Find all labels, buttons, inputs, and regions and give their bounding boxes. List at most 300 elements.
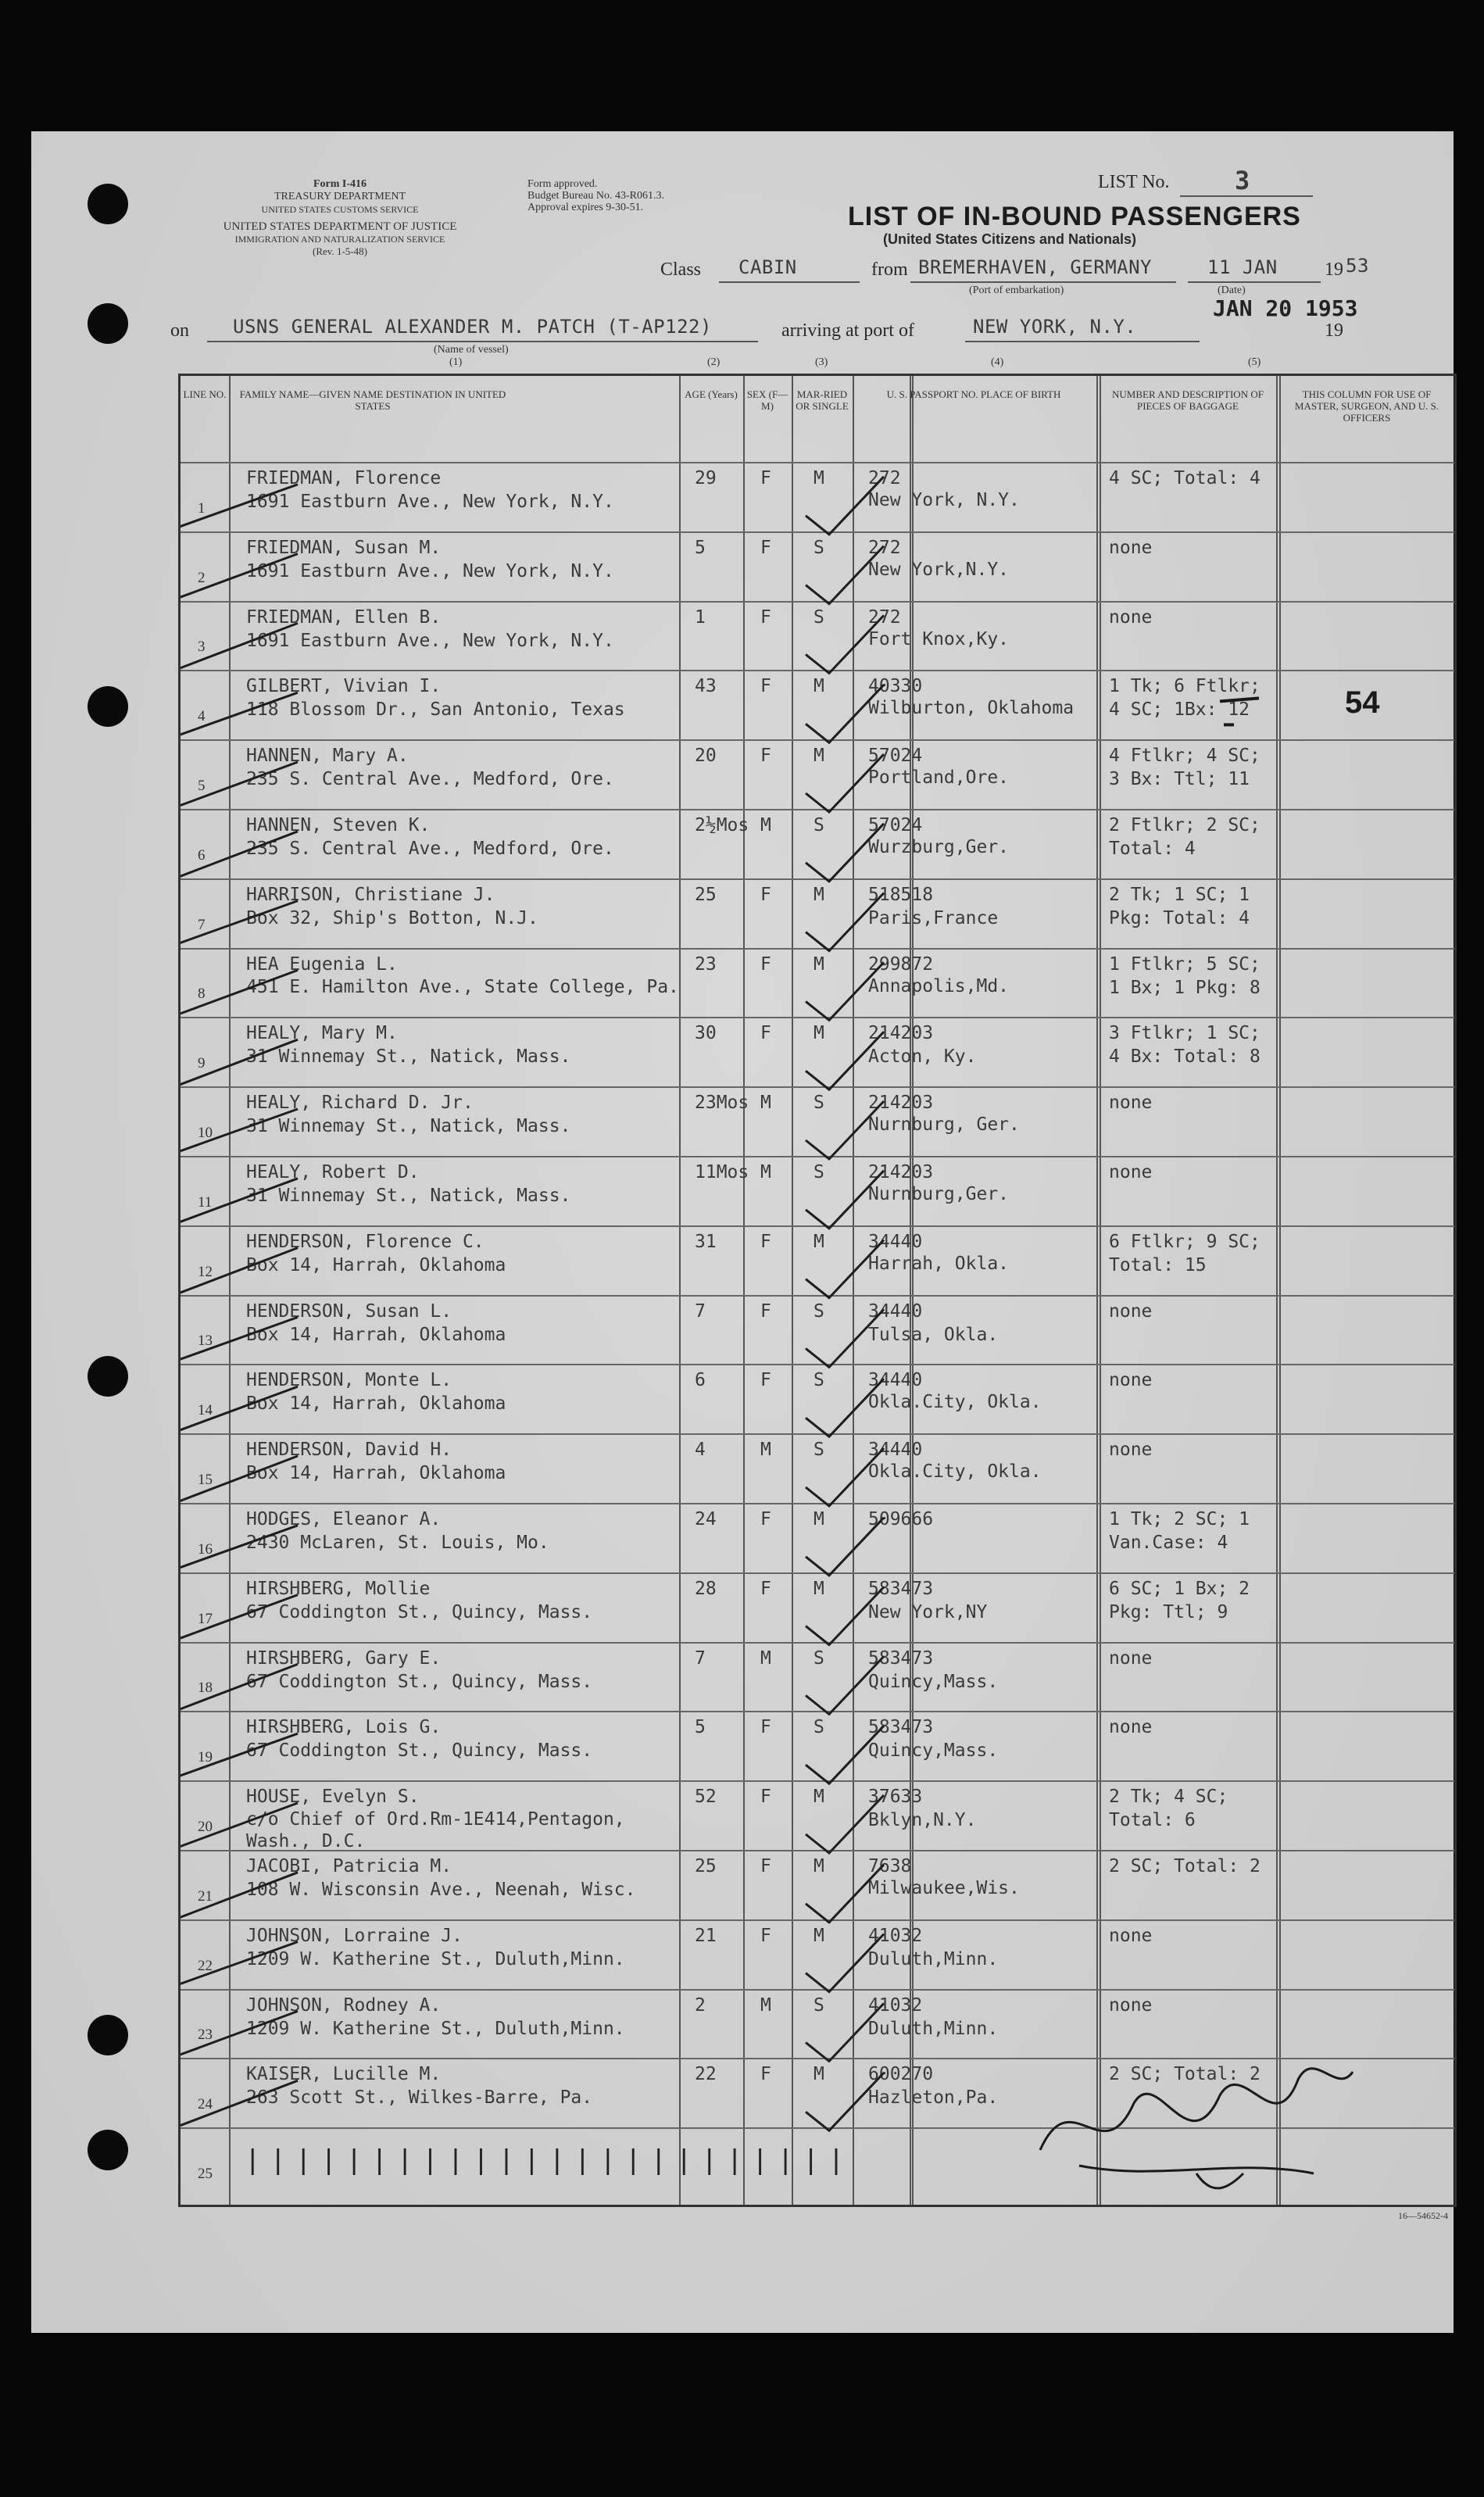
status-check-mark [806, 685, 884, 742]
place-of-birth: Paris,France [868, 907, 999, 928]
place-of-birth: Duluth,Minn. [868, 2018, 999, 2039]
status-check-mark [806, 477, 884, 535]
passenger-name: KAISER, Lucille M. [246, 2064, 442, 2085]
passenger-destination: 31 Winnemay St., Natick, Mass. [246, 1186, 571, 1206]
baggage-description: 1 Tk; 6 Ftlkr; [1109, 676, 1261, 697]
check-stroke [181, 970, 298, 1023]
passenger-name: JOHNSON, Rodney A. [246, 1994, 442, 2016]
passenger-age: 11Mos [695, 1162, 749, 1182]
passenger-age: 2½Mos [695, 815, 749, 835]
marital-status: M [814, 1509, 824, 1529]
col-num: (2) [707, 356, 721, 368]
passenger-age: 22 [695, 2064, 717, 2085]
passenger-age: 43 [695, 676, 717, 697]
line-number: 19 [198, 1749, 213, 1766]
agency-line: TREASURY DEPARTMENT [274, 191, 406, 202]
check-stroke [181, 1733, 298, 1787]
passenger-name: HANNEN, Steven K. [246, 815, 431, 835]
line-number: 3 [198, 639, 206, 656]
passenger-destination: 1209 W. Katherine St., Duluth,Minn. [246, 2018, 625, 2039]
baggage-description: none [1109, 1925, 1153, 1946]
line-number: 6 [198, 846, 206, 864]
passenger-destination: 451 E. Hamilton Ave., State College, Pa. [246, 976, 679, 997]
passport-number: 41032 [868, 1994, 923, 2016]
place-of-birth: Milwaukee,Wis. [868, 1878, 1020, 1898]
place-of-birth: Nurnburg,Ger. [868, 1184, 1010, 1204]
place-of-birth: Tulsa, Okla. [868, 1324, 999, 1345]
passport-number: 272 [868, 606, 901, 628]
passenger-destination: 1691 Eastburn Ave., New York, N.Y. [246, 560, 614, 581]
baggage-description: 2 SC; Total: 2 [1109, 2064, 1261, 2085]
check-stroke [181, 554, 298, 607]
passenger-destination: 1209 W. Katherine St., Duluth,Minn. [246, 1948, 625, 1969]
passenger-destination: 67 Coddington St., Quincy, Mass. [246, 1601, 593, 1622]
passenger-destination: 118 Blossom Dr., San Antonio, Texas [246, 699, 625, 721]
baggage-description: 4 Ftlkr; 4 SC; [1109, 746, 1261, 767]
passport-number: 214203 [868, 1162, 934, 1182]
marital-status: M [814, 953, 824, 975]
passport-number: 272 [868, 537, 901, 558]
line-number: 1 [198, 499, 206, 517]
marital-status: M [814, 2064, 824, 2085]
passenger-sex: M [760, 1994, 771, 2016]
status-check-mark [806, 1795, 884, 1853]
agency-line: UNITED STATES DEPARTMENT OF JUSTICE [223, 220, 457, 233]
check-stroke [181, 1873, 298, 1926]
line-number: 17 [198, 1610, 213, 1627]
baggage-description-cont: Pkg: Ttl; 9 [1109, 1601, 1228, 1622]
passenger-sex: F [760, 746, 771, 767]
passport-number: 214203 [868, 1093, 934, 1114]
form-id: Form I-416 [313, 178, 367, 190]
line-number: 22 [198, 1957, 213, 1974]
binder-hole [88, 686, 128, 727]
line-number: 12 [198, 1263, 213, 1280]
line-number: 21 [198, 1887, 213, 1905]
place-of-birth: Portland,Ore. [868, 767, 1010, 789]
passenger-destination: 67 Coddington St., Quincy, Mass. [246, 1740, 593, 1762]
year-prefix: 19 [1325, 259, 1343, 280]
list-no-value: 3 [1235, 166, 1250, 195]
passenger-table [178, 374, 1457, 2221]
passport-number: 34440 [868, 1370, 923, 1391]
passenger-name: JACOBI, Patricia M. [246, 1856, 452, 1876]
arriving-label: arriving at port of [781, 320, 914, 341]
line-number: 25 [198, 2166, 213, 2182]
binder-hole [88, 184, 128, 224]
check-stroke [181, 1039, 298, 1093]
status-check-mark [806, 824, 884, 882]
place-of-birth: New York,N.Y. [868, 559, 1010, 580]
place-of-birth: Wurzburg,Ger. [868, 837, 1010, 857]
check-stroke [181, 1179, 298, 1232]
check-stroke [181, 832, 298, 885]
check-stroke [181, 485, 298, 538]
marital-status: S [814, 1647, 824, 1669]
passenger-name: HEALY, Robert D. [246, 1162, 420, 1182]
line-number: 20 [198, 1819, 213, 1835]
officer-signature [1040, 2069, 1353, 2188]
passenger-age: 28 [695, 1578, 717, 1599]
passenger-age: 4 [695, 1440, 706, 1461]
passenger-name: HENDERSON, Florence C. [246, 1231, 485, 1252]
baggage-description-cont: Total: 15 [1109, 1254, 1207, 1275]
baggage-description: 4 SC; Total: 4 [1109, 468, 1261, 488]
marital-status: M [814, 1231, 824, 1252]
passport-number: 7638 [868, 1856, 912, 1876]
place-of-birth: Hazleton,Pa. [868, 2087, 999, 2109]
marital-status: S [814, 606, 824, 628]
passenger-name: HODGES, Eleanor A. [246, 1509, 442, 1529]
margin-arrow-mark [1220, 698, 1259, 724]
check-stroke [181, 1109, 298, 1162]
baggage-description: 2 Tk; 1 SC; 1 [1109, 884, 1250, 905]
arrival-port-rule [965, 341, 1200, 342]
passenger-destination: 31 Winnemay St., Natick, Mass. [246, 1116, 571, 1137]
form-print-code: 16—54652-4 [1398, 2210, 1448, 2221]
passenger-sex: M [760, 1440, 771, 1461]
arrival-date-stamp: JAN 20 1953 [1213, 295, 1358, 321]
line-number: 4 [198, 708, 206, 725]
passenger-age: 30 [695, 1023, 717, 1044]
marital-status: S [814, 815, 824, 835]
marital-status: M [814, 676, 824, 697]
passenger-age: 24 [695, 1509, 717, 1529]
baggage-description: none [1109, 1162, 1153, 1182]
place-of-birth: Bklyn,N.Y. [868, 1810, 977, 1831]
passenger-sex: F [760, 1787, 771, 1808]
line-number: 23 [198, 2027, 213, 2044]
status-check-mark [806, 1587, 884, 1645]
column-header-officers: THIS COLUMN FOR USE OF MASTER, SURGEON, AND U. S. OFFICERS [1294, 388, 1439, 424]
baggage-description-cont: 1 Bx; 1 Pkg: 8 [1109, 977, 1261, 998]
place-of-birth: Quincy,Mass. [868, 1740, 999, 1762]
line-number: 16 [198, 1540, 213, 1558]
passenger-age: 21 [695, 1925, 717, 1946]
passenger-name: HENDERSON, Monte L. [246, 1370, 452, 1391]
passenger-name: FRIEDMAN, Susan M. [246, 537, 442, 558]
baggage-description: 2 Ftlkr; 2 SC; [1109, 815, 1261, 835]
status-check-mark [806, 1032, 884, 1089]
status-check-mark [806, 1101, 884, 1159]
agency-line: (Rev. 1-5-48) [313, 245, 367, 257]
passenger-destination: 235 S. Central Ave., Medford, Ore. [246, 839, 614, 859]
passenger-sex: F [760, 537, 771, 558]
class-value: CABIN [738, 256, 797, 278]
class-rule [719, 281, 860, 283]
vessel-name: USNS GENERAL ALEXANDER M. PATCH (T-AP122) [233, 316, 712, 338]
check-stroke [181, 2011, 298, 2064]
col-num: (3) [815, 356, 828, 368]
check-stroke [181, 1248, 298, 1301]
status-check-mark [806, 1656, 884, 1714]
status-check-mark [806, 962, 884, 1020]
passenger-sex: F [760, 1717, 771, 1738]
passport-number: 299872 [868, 953, 934, 975]
passenger-name: HIRSHBERG, Gary E. [246, 1647, 442, 1669]
place-of-birth: Nurnburg, Ger. [868, 1114, 1020, 1136]
binder-hole [88, 2015, 128, 2055]
marital-status: M [814, 1023, 824, 1044]
place-of-birth: Duluth,Minn. [868, 1948, 999, 1969]
baggage-description: none [1109, 1093, 1153, 1114]
passenger-destination: 1691 Eastburn Ave., New York, N.Y. [246, 492, 614, 512]
status-check-mark [806, 1448, 884, 1506]
passenger-sex: F [760, 1231, 771, 1252]
passenger-age: 31 [695, 1231, 717, 1252]
from-rule [910, 281, 1176, 283]
check-stroke [181, 1595, 298, 1648]
marital-status: M [814, 1578, 824, 1599]
place-of-birth: Wilburton, Oklahoma [868, 698, 1075, 719]
passenger-sex: F [760, 953, 771, 975]
passenger-name: HIRSHBERG, Mollie [246, 1578, 431, 1599]
status-check-mark [806, 754, 884, 812]
passenger-destination: 108 W. Wisconsin Ave., Neenah, Wisc. [246, 1880, 636, 1900]
passenger-age: 23 [695, 953, 717, 975]
approval-line: Form approved. [527, 178, 598, 190]
passport-number: 518518 [868, 884, 934, 905]
passenger-destination: 31 Winnemay St., Natick, Mass. [246, 1046, 571, 1068]
marital-status: M [814, 746, 824, 767]
passenger-age: 5 [695, 1717, 706, 1738]
marital-status: S [814, 1300, 824, 1322]
passenger-destination: 235 S. Central Ave., Medford, Ore. [246, 769, 614, 790]
from-label: from [871, 259, 908, 280]
status-check-mark [806, 1309, 884, 1367]
line-number: 7 [198, 916, 206, 933]
baggage-description-cont: Total: 6 [1109, 1810, 1196, 1831]
place-of-birth: Quincy,Mass. [868, 1671, 999, 1692]
form-agency-block [164, 178, 516, 258]
check-stroke [181, 623, 298, 676]
marital-status: M [814, 1856, 824, 1876]
status-check-mark [806, 1240, 884, 1298]
passenger-age: 29 [695, 468, 717, 488]
baggage-description: none [1109, 606, 1153, 628]
passenger-destination: Box 14, Harrah, Oklahoma [246, 1254, 506, 1275]
passenger-age: 7 [695, 1647, 706, 1669]
passenger-age: 2 [695, 1994, 706, 2016]
place-of-birth: New York,NY [868, 1601, 988, 1622]
place-of-birth: New York, N.Y. [868, 490, 1020, 510]
passenger-name: HIRSHBERG, Lois G. [246, 1717, 442, 1738]
check-stroke [181, 1942, 298, 1995]
baggage-description: 6 SC; 1 Bx; 2 [1109, 1578, 1250, 1599]
passport-number: 57024 [868, 746, 923, 767]
passenger-destination: 263 Scott St., Wilkes-Barre, Pa. [246, 2087, 593, 2109]
place-of-birth: Okla.City, Okla. [868, 1461, 1042, 1483]
passenger-age: 7 [695, 1300, 706, 1322]
baggage-description: 1 Ftlkr; 5 SC; [1109, 953, 1261, 975]
passenger-sex: M [760, 1647, 771, 1669]
passport-number: 583473 [868, 1578, 934, 1599]
port-caption: (Port of embarkation) [969, 284, 1064, 296]
passport-number: 583473 [868, 1647, 934, 1669]
binder-hole [88, 1356, 128, 1397]
status-check-mark [806, 2073, 884, 2130]
passport-number: 41032 [868, 1925, 923, 1946]
passenger-sex: F [760, 2064, 771, 2085]
passenger-destination: Box 14, Harrah, Oklahoma [246, 1324, 506, 1345]
status-check-mark [806, 893, 884, 951]
place-of-birth: Acton, Ky. [868, 1046, 977, 1068]
baggage-description: none [1109, 1370, 1153, 1391]
vessel-caption: (Name of vessel) [434, 344, 509, 356]
check-stroke [181, 2080, 298, 2134]
page-subtitle: (United States Citizens and Nationals) [883, 231, 1137, 247]
baggage-description: none [1109, 1647, 1153, 1669]
check-stroke [181, 1456, 298, 1509]
passenger-name: FRIEDMAN, Ellen B. [246, 606, 442, 628]
passenger-name: HEA Eugenia L. [246, 953, 398, 975]
marital-status: M [814, 884, 824, 905]
baggage-description-cont: 4 Bx: Total: 8 [1109, 1046, 1261, 1068]
list-no-label: LIST No. [1098, 172, 1170, 192]
passenger-sex: F [760, 606, 771, 628]
line-number: 13 [198, 1333, 213, 1350]
check-stroke [181, 901, 298, 954]
line-number: 24 [198, 2096, 213, 2113]
passport-number: 40330 [868, 676, 923, 697]
baggage-description: none [1109, 1717, 1153, 1738]
marital-status: S [814, 1440, 824, 1461]
on-label: on [170, 320, 189, 341]
passenger-sex: F [760, 1300, 771, 1322]
agency-line: UNITED STATES CUSTOMS SERVICE [261, 204, 419, 215]
binder-hole [88, 2130, 128, 2170]
check-stroke [181, 1317, 298, 1370]
place-of-birth: Annapolis,Md. [868, 975, 1010, 996]
baggage-description: 2 Tk; 4 SC; [1109, 1787, 1228, 1808]
passenger-sex: F [760, 884, 771, 905]
passenger-name: FRIEDMAN, Florence [246, 468, 442, 488]
column-header-name: FAMILY NAME—GIVEN NAME DESTINATION IN UNITED STATES [239, 388, 506, 412]
marital-status: S [814, 537, 824, 558]
marital-status: S [814, 1717, 824, 1738]
col-num: (5) [1248, 356, 1261, 368]
passenger-name: HANNEN, Mary A. [246, 746, 409, 767]
place-of-birth: Okla.City, Okla. [868, 1392, 1042, 1413]
marital-status: M [814, 1787, 824, 1808]
check-stroke [181, 1664, 298, 1717]
col-num: (4) [991, 356, 1004, 368]
passenger-name: HEALY, Mary M. [246, 1023, 398, 1044]
passenger-sex: F [760, 1856, 771, 1876]
column-header-sex: SEX (F—M) [746, 388, 788, 412]
passport-number: 509666 [868, 1509, 934, 1529]
column-header-married: MAR-RIED OR SINGLE [796, 388, 849, 412]
passenger-sex: F [760, 1509, 771, 1529]
passenger-destination: c/o Chief of Ord.Rm-1E414,Pentagon, Wash., D.C. [246, 1809, 625, 1852]
passenger-sex: M [760, 1162, 771, 1182]
check-stroke [181, 1526, 298, 1579]
officer-margin-note: 54 [1345, 685, 1380, 721]
baggage-description-cont: Pkg: Total: 4 [1109, 907, 1250, 928]
line-number: 8 [198, 986, 206, 1003]
passport-number: 37633 [868, 1787, 923, 1808]
passenger-destination: 67 Coddington St., Quincy, Mass. [246, 1671, 593, 1692]
passenger-destination: Box 14, Harrah, Oklahoma [246, 1463, 506, 1484]
year-value: 53 [1346, 255, 1369, 277]
date-rule [1188, 281, 1321, 283]
column-header-baggage: NUMBER AND DESCRIPTION OF PIECES OF BAGGAGE [1112, 388, 1264, 412]
binder-hole [88, 303, 128, 344]
passenger-sex: F [760, 468, 771, 488]
passenger-destination: Box 14, Harrah, Oklahoma [246, 1393, 506, 1415]
passenger-sex: F [760, 676, 771, 697]
col-num: (1) [449, 356, 463, 368]
passport-number: 583473 [868, 1717, 934, 1738]
passenger-name: HOUSE, Evelyn S. [246, 1787, 420, 1808]
passenger-age: 25 [695, 884, 717, 905]
from-value: BREMERHAVEN, GERMANY [918, 256, 1152, 278]
class-label: Class [660, 259, 702, 280]
passenger-name: HENDERSON, David H. [246, 1440, 452, 1461]
passenger-age: 6 [695, 1370, 706, 1391]
baggage-description: none [1109, 537, 1153, 558]
column-header-passport: U. S. PASSPORT NO. PLACE OF BIRTH [886, 388, 1061, 400]
closing-tally-marks: |||||||||||||||||||||||| [245, 2145, 854, 2177]
baggage-description-cont: Van.Case: 4 [1109, 1533, 1228, 1553]
passport-number: 600270 [868, 2064, 934, 2085]
passenger-age: 25 [695, 1856, 717, 1876]
passenger-age: 23Mos [695, 1093, 749, 1114]
date-caption: (Date) [1218, 284, 1246, 296]
passport-number: 34440 [868, 1300, 923, 1322]
passport-number: 34440 [868, 1231, 923, 1252]
baggage-description: none [1109, 1300, 1153, 1322]
line-number: 14 [198, 1402, 213, 1419]
passenger-destination: 2430 McLaren, St. Louis, Mo. [246, 1533, 549, 1553]
line-number: 9 [198, 1055, 206, 1072]
column-header-age: AGE (Years) [685, 388, 738, 400]
baggage-description: 2 SC; Total: 2 [1109, 1856, 1261, 1876]
status-check-mark [806, 1379, 884, 1436]
passenger-sex: F [760, 1023, 771, 1044]
passenger-name: HEALY, Richard D. Jr. [246, 1093, 474, 1114]
arrival-year-prefix: 19 [1325, 320, 1343, 341]
baggage-description-cont: 4 SC; 1Bx: 12 [1109, 699, 1250, 721]
status-check-mark [806, 1171, 884, 1229]
baggage-description: 1 Tk; 2 SC; 1 [1109, 1509, 1250, 1529]
line-number: 10 [198, 1125, 213, 1141]
status-check-mark [806, 1865, 884, 1923]
line-number: 5 [198, 778, 206, 794]
status-check-mark [806, 615, 884, 673]
baggage-description: 3 Ftlkr; 1 SC; [1109, 1023, 1261, 1044]
approval-line: Budget Bureau No. 43-R061.3. [527, 190, 664, 202]
baggage-description: none [1109, 1440, 1153, 1461]
passenger-destination: Box 32, Ship's Botton, N.J. [246, 907, 538, 928]
marital-status: S [814, 1370, 824, 1391]
arrival-port: NEW YORK, N.Y. [973, 316, 1137, 338]
approval-block [527, 178, 664, 213]
check-stroke [181, 692, 298, 746]
status-check-mark [806, 2003, 884, 2061]
passenger-name: JOHNSON, Lorraine J. [246, 1925, 463, 1946]
passenger-sex: M [760, 1093, 771, 1114]
vessel-rule [207, 341, 758, 342]
passport-number: 214203 [868, 1023, 934, 1044]
baggage-description-cont: 3 Bx: Ttl; 11 [1109, 769, 1250, 790]
marital-status: S [814, 1162, 824, 1182]
passport-number: 272 [868, 468, 901, 488]
passenger-sex: M [760, 815, 771, 835]
date-value: 11 JAN [1207, 256, 1278, 278]
status-check-mark [806, 546, 884, 604]
place-of-birth: Fort Knox,Ky. [868, 628, 1010, 649]
